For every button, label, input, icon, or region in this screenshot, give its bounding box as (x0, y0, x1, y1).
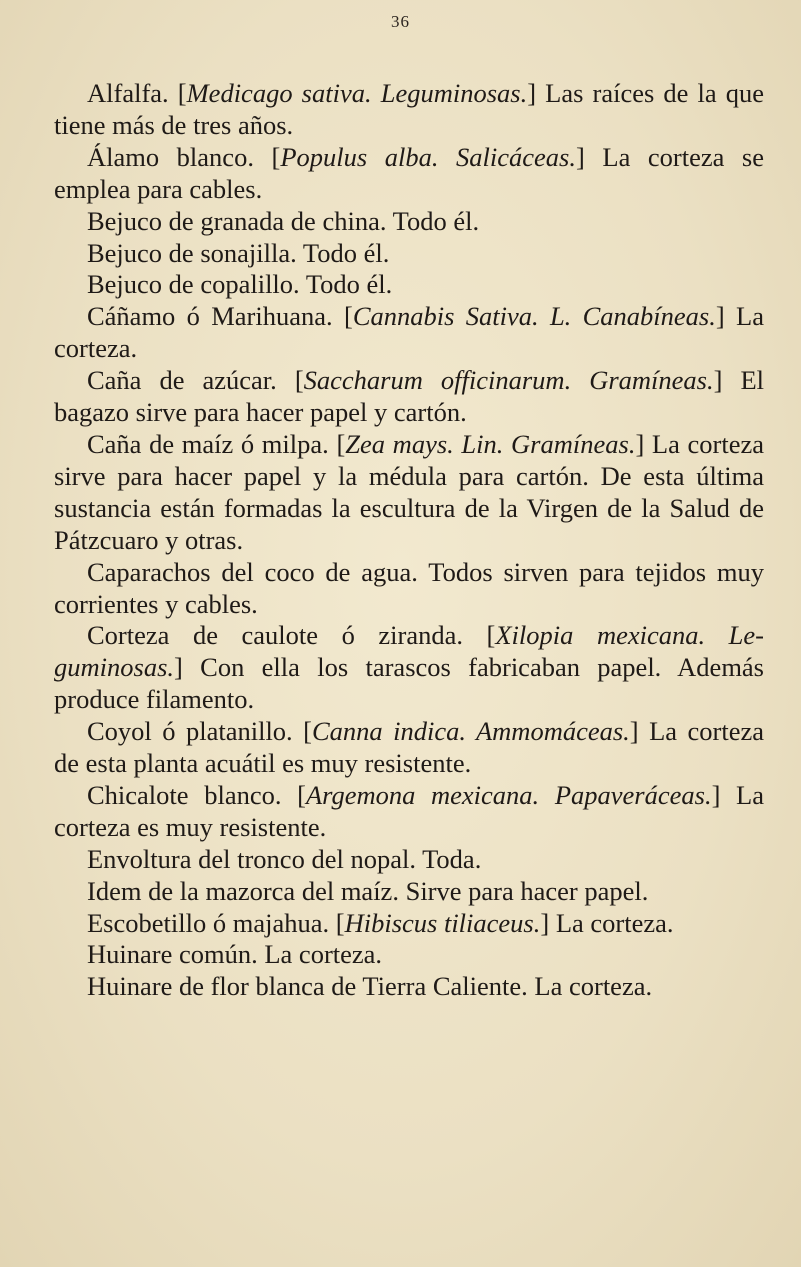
entry-name: Bejuco de copalillo. (87, 269, 300, 300)
entry-name: Corteza de caulote ó ziranda. (87, 620, 463, 651)
entry-bejuco-granada (54, 206, 764, 238)
entry-name: Chicalote blanco. (87, 779, 282, 810)
entry-chicalote (54, 780, 764, 844)
entry-bejuco-copalillo (54, 269, 764, 301)
entry-name: Caña de azúcar. (87, 365, 277, 396)
entry-coyol (54, 716, 764, 780)
entry-description: ] La corteza es muy resistente. (54, 779, 765, 842)
bracket-open: [ (281, 779, 306, 810)
bracket-open: [ (292, 716, 312, 747)
scientific-name: Medicago sativa. Leguminosas. (186, 78, 528, 108)
entry-name: Bejuco de granada de china. (87, 205, 387, 236)
entry-idem-mazorca (54, 876, 764, 908)
scientific-name: Populus alba. Salicáceas. (280, 141, 576, 172)
entry-name: Cáñamo ó Marihuana. (87, 301, 333, 332)
scientific-name: Canna indica. Ammomáceas. (311, 716, 630, 747)
entry-name: Caña de maíz ó milpa. (87, 428, 329, 459)
entry-description: Toda. (415, 843, 482, 874)
entry-bejuco-sonajilla (54, 238, 764, 270)
entry-caparachos-coco (54, 557, 764, 621)
entry-name: Bejuco de sonajilla. (87, 237, 297, 268)
entry-description: ] La corteza. (540, 907, 674, 938)
entry-name: Caparachos del coco de agua. (87, 556, 418, 587)
scientific-name: Cannabis Sativa. L. Canabíneas. (352, 301, 716, 332)
entry-cana-maiz (54, 429, 764, 557)
text-body (54, 78, 764, 1003)
entry-canamo (54, 301, 764, 365)
entry-description: Todos sirven para tejidos muy corrientes y cables. (54, 556, 764, 619)
entry-description: La corteza. (257, 939, 383, 970)
entry-description: La corteza. (527, 971, 653, 1002)
entry-corteza-caulote (54, 620, 764, 716)
entry-huinare-comun (54, 939, 764, 971)
bracket-open: [ (462, 620, 496, 651)
entry-envoltura-nopal (54, 844, 764, 876)
entry-description: ] El bagazo sirve para hacer papel y cartón. (54, 365, 765, 428)
entry-name: Envoltura del tronco del nopal. (87, 843, 416, 874)
entry-description: Todo él. (299, 269, 393, 300)
entry-name: Escobetillo ó majahua. (87, 907, 330, 938)
entry-huinare-flor-blanca (54, 971, 764, 1003)
entry-description: ] Las raíces de la que tiene más de tres años. (54, 78, 764, 140)
entry-description: Todo él. (386, 205, 480, 236)
scientific-name: Argemona mexicana. Papaveráceas. (305, 779, 712, 810)
entry-description: Todo él. (296, 237, 390, 268)
entry-alfalfa (54, 78, 764, 142)
entry-alamo-blanco (54, 142, 764, 206)
bracket-open: [ (328, 428, 346, 459)
bracket-open: [ (276, 365, 304, 396)
entry-description: ] La corteza se emplea para cables. (54, 141, 764, 204)
entry-cana-azucar (54, 365, 764, 429)
entry-description: ] Con ella los tarascos fabricaban papel. Además produce filamento. (54, 652, 764, 715)
entry-name: Huinare de flor blanca de Tierra Caliente. (87, 971, 528, 1002)
entry-description: ] La corteza de esta planta acuátil es muy resistente. (54, 716, 764, 779)
entry-name: Álamo blanco. (87, 141, 254, 172)
entry-name: Alfalfa. (87, 78, 169, 108)
entry-description: ] La corteza sirve para hacer papel y la médula para cartón. De esta última sustancia están formadas la escultura de la Virgen de la Salud de Pátzcuaro y otras. (54, 428, 765, 555)
entry-description: ] La corteza. (54, 301, 764, 364)
scientific-name: Hibiscus tiliaceus. (344, 907, 541, 938)
entry-description: Sirve para hacer papel. (398, 875, 649, 906)
scientific-name: Zea mays. Lin. Gramíneas. (345, 428, 636, 459)
entry-name: Coyol ó platanillo. (87, 716, 293, 747)
scientific-name: Saccharum officinarum. Gramíneas. (303, 365, 714, 396)
bracket-open: [ (253, 141, 281, 172)
page-number: 36 (391, 12, 410, 31)
scientific-name: Xilopia mexicana. Leguminosas. (54, 620, 764, 683)
entry-escobetillo (54, 908, 764, 940)
entry-name: Idem de la mazorca del maíz. (87, 875, 399, 906)
bracket-open: [ (332, 301, 353, 332)
bracket-open: [ (168, 78, 187, 108)
entry-name: Huinare común. (87, 939, 258, 970)
bracket-open: [ (329, 907, 345, 938)
